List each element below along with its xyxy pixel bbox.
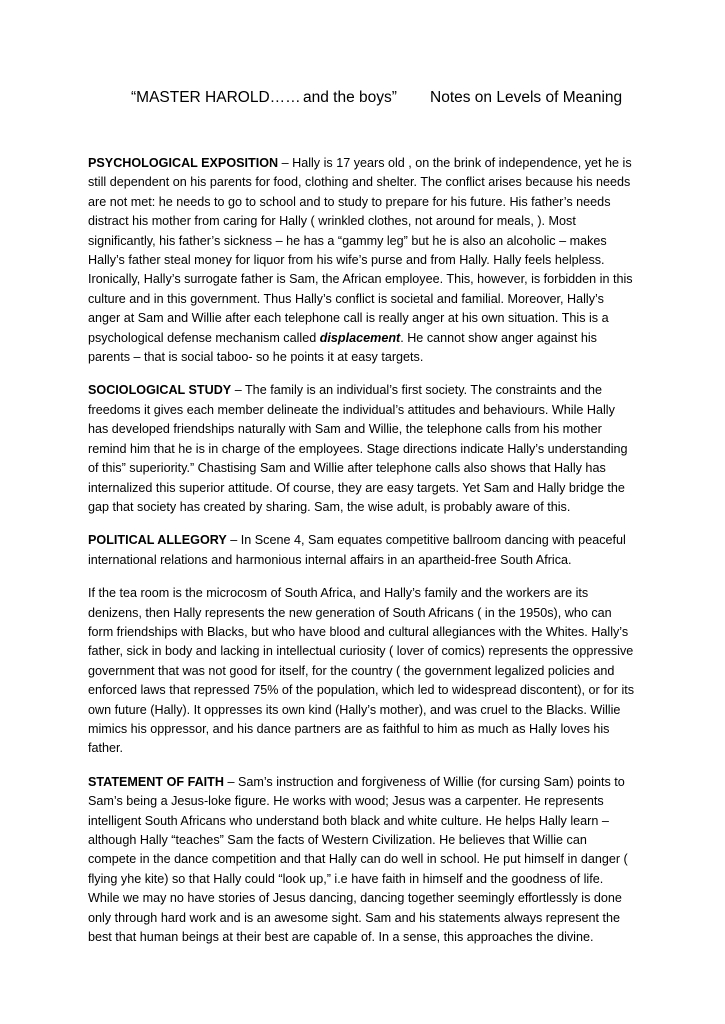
emphasized-term: displacement — [319, 330, 401, 345]
title-play-name-part1: “MASTER HAROLD…… — [131, 89, 301, 106]
document-title — [0, 88, 725, 112]
paragraph-psychological-exposition — [88, 154, 638, 367]
title-subtitle: Notes on Levels of Meaning — [430, 89, 623, 106]
paragraph-text: – Hally is 17 years old , on the brink of independence, yet he is still dependent on his parents for food, clothing and shelter. The conflict arises because his needs are not met: he needs to go to school and to study to prepare for his future. His father’s needs distract his mother from caring for Hally ( wrinkled clothes, not around for meals, ). Most significantly, his father’s sickness – he has a “gammy leg” but he is also an alcoholic – makes Hally’s father steal money for liquor from his wife’s purse and from Hally. Hally feels helpless. Ironically, Hally’s surrogate father is Sam, the African employee. This, however, is forbidden in this culture and in this government. Thus Hally’s conflict is societal and familial. Moreover, Hally’s anger at Sam and Willie after each telephone call is really anger at his own situation. This is a psychological defense mechanism called — [88, 156, 633, 345]
section-heading-sociological: SOCIOLOGICAL STUDY — [88, 383, 232, 398]
paragraph-text: – Sam’s instruction and forgiveness of Willie (for cursing Sam) points to Sam’s being a Jesus-loke figure. He works with wood; Jesus was a carpenter. He represents intelligent South Africans who understand both black and white culture. He helps Hally learn – although Hally “teaches” Sam the facts of Western Civilization. He believes that Willie can compete in the dance competition and that Hally can do well in school. He put himself in danger ( flying yhe kite) so that Hally could “look up,” i.e have faith in himself and the goodness of life. While we may no have stories of Jesus dancing, dancing together seemingly effortlessly is done only through hard work and is an awesome sight. Sam and his statements always represent the best that human beings at their best are capable of. In a sense, this approaches the divine. — [88, 774, 628, 945]
document-body — [88, 154, 638, 961]
paragraph-text: – In Scene 4, Sam equates competitive ballroom dancing with peaceful international relations and harmonious internal affairs in an apartheid-free South Africa. — [88, 533, 626, 567]
paragraph-text: . He cannot show anger against his parents – that is social taboo- so he points it at easy targets. — [88, 330, 597, 365]
paragraph-political-allegory — [88, 531, 638, 570]
paragraph-text: – The family is an individual’s first society. The constraints and the freedoms it gives each member delineate the individual’s attitudes and behaviours. While Hally has developed friendships naturally with Sam and Willie, the telephone calls from his mother remind him that he is in charge of the employees. Stage directions indicate Hally’s understanding of this” superiority.” Chastising Sam and Willie after telephone calls also shows that Hally has internalized this superior attitude. Of course, they are easy targets. Yet Sam and Hally bridge the gap that society has created by sharing. Sam, the wise adult, is probably aware of this. — [88, 383, 628, 514]
paragraph-statement-of-faith — [88, 773, 638, 948]
section-heading-political: POLITICAL ALLEGORY — [88, 533, 227, 548]
section-heading-psychological: PSYCHOLOGICAL EXPOSITION — [88, 156, 279, 170]
title-play-name-part2: and the boys” — [303, 89, 397, 106]
paragraph-text: If the tea room is the microcosm of South Africa, and Hally’s family and the workers are its denizens, then Hally represents the new generation of South Africans ( in the 1950s), who can form friendships with Blacks, but who have blood and cultural allegiances with the Whites. Hally’s father, sick in body and lacking in intellectual curiosity ( lover of comics) represents the oppressive government that was not good for itself, for the country ( the government legalized policies and enforced laws that repressed 75% of the population, which led to widespread discontent), or for its own future (Hally). It oppresses its own kind (Hally’s mother), and was cruel to the Blacks. Willie mimics his oppressor, and his dance partners are as faithful to him as much as Hally loves his father. — [88, 586, 635, 756]
section-heading-faith: STATEMENT OF FAITH — [88, 774, 224, 789]
paragraph-political-allegory-continued — [88, 584, 638, 759]
paragraph-sociological-study — [88, 381, 638, 517]
